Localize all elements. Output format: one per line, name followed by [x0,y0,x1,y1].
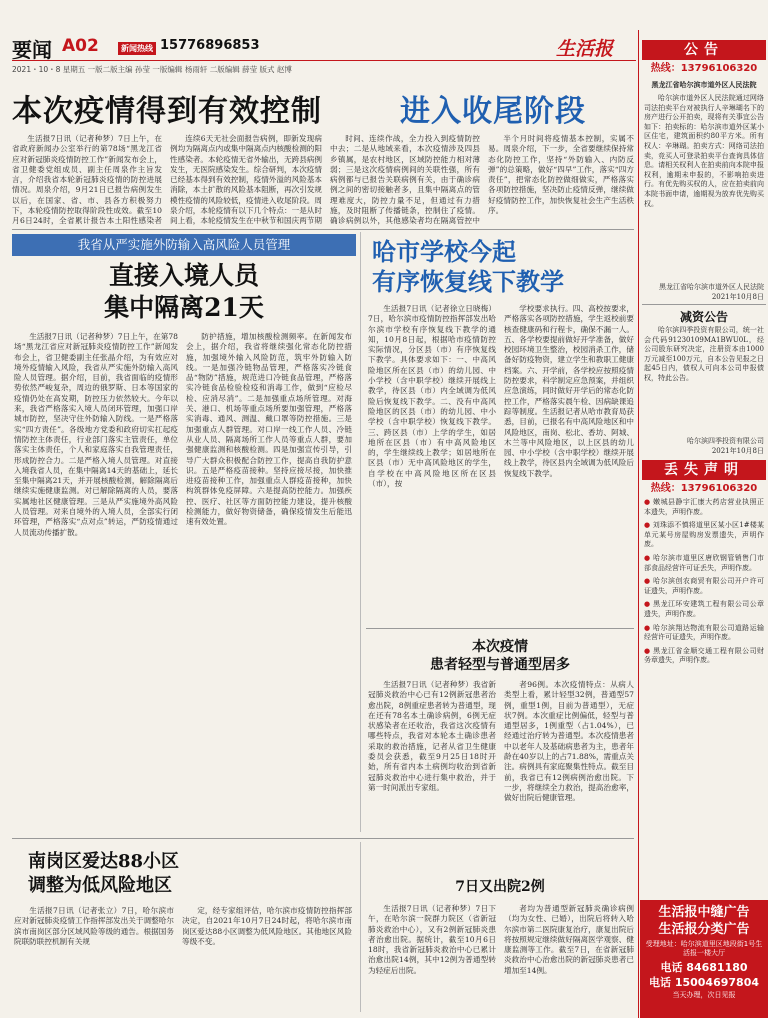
capital-footer: 哈尔滨四季投资有限公司 [687,437,764,445]
lost-item-text: 黑龙江环安建筑工程有限公司公章遗失，声明作废。 [644,600,764,618]
lost-item [644,624,764,643]
ad-line1: 生活报中缝广告 [658,905,750,920]
lost-list [644,498,764,894]
divider [366,628,634,629]
ad-tel1: 电话 84681180 [660,961,748,974]
notice-date: 2021年10月8日 [711,293,764,301]
discharge-title: 7日又出院2例 [455,879,545,895]
notice-title: 公告 [642,40,766,60]
column-rule [360,232,361,832]
feature-left-col2: 防护措施，增加核酸检测频率。在新闻发布会上，据介绍，我省将继续强化常态化防控措施，加强境外输入风险防范，筑牢外防输入防线。一是加强冷链物品管理，严格落实冷链食品“物防”措施，规范进口冷链食品管理，严格落实冷链食品检验检疫和消毒工作，做到“应检尽检、应消尽消”。二是加强重点场所管理。对海关、港口、机场等重点场所要加强管理，严格落实消毒、通风、测温、戴口罩等防控措施。三是加强重点人群管理。对口岸一线工作人员、冷链从业人员、隔离场所工作人员等重点人群，要加强健康监测和核酸检测。四是加强宣传引导，引导广大群众积极配合防控工作，提高自我防护意识。五是严格疫苗接种。坚持应接尽接，加快推进疫苗接种工作，加强重点人群疫苗接种，加快构筑群体免疫屏障。六是提高防控能力。加强疾控、医疗、社区等方面防控能力建设，提升核酸检测能力，做好物资储备，确保疫情发生后能迅速有效处置。 [186,332,352,527]
school-title-line1: 哈市学校今起 [372,237,516,266]
capital-body: 哈尔滨四季投资有限公司，统一社会代码91230109MA1BWU0L，经公司股东研究决定，注册资本由1000万元减至100万元，自本公告见报之日起45日内，债权人可向本公司申报债权，特此公告。 [644,326,764,382]
lost-phone: 热线：13796106320 [650,483,758,494]
lost-item [644,600,764,619]
notice-phone: 热线：13796106320 [650,63,758,74]
patients-title-line2: 患者轻型与普通型居多 [430,657,570,673]
classified-ad-box [640,900,768,1018]
divider [12,838,634,839]
ad-line2: 生活报分类广告 [658,922,750,937]
bullet-icon: ● [644,577,654,586]
hotline-number: 15776896853 [160,38,260,53]
bullet-icon: ● [644,600,654,609]
main-headline-accent: 进入收尾阶段 [400,94,586,129]
main-headline: 本次疫情得到有效控制 [12,94,322,129]
feature-title-line2: 集中隔离21天 [104,293,264,322]
lost-item [644,577,764,596]
lost-title: 丢失声明 [642,460,766,480]
paper-logo: 生活报 [556,38,614,60]
bullet-icon: ● [644,623,654,632]
patients-col1: 生活报7日讯（记者种梦）我省新冠肺炎救治中心已有12例新冠患者治愈出院，8例重症患者转为普通型，现在还有78名本土确诊病例，6例无症状感染者在还收治，我省这次疫情有哪些特点，我省对本轮本土确诊患者采取的救治措施，记者从省卫生健康委员会获悉，截至9月25日18时开始，所有省内本土病例均收治到省新冠肺炎救治中心进行集中救治，并于第一时间派出专家组。 [368,680,496,792]
lost-item-text: 哈尔滨市道里区唐欣钢管销售门市部食品经营许可证丢失，声明作废。 [644,553,764,572]
sidebar-rule [638,30,639,1018]
lost-item [644,554,764,573]
divider [12,229,634,230]
feature-left-col1: 生活报7日讯（记者种梦）7日上午，在第78场“黑龙江省应对新冠肺炎疫情防控工作”新闻发布会上，省卫健委副主任张晶介绍，为有效应对境外疫情输入风险，我省从严实施外防输入高风险人员管理。据介绍，目前，我省面临的疫情形势依然严峻复杂，周边的俄罗斯、日本等国家的疫情仍处在高发期，防控压力依然较大。今年以来，我省严格落实入境人员闭环管理，加强口岸城市防控，坚决守住外防输入防线。一是严格落实“四方责任”。各级地方党委和政府切实扛起疫情防控主体责任，行业部门落实主管责任，单位落实主体责任，个人和家庭落实自我管理责任，形成防控合力。二是严格入境人员管理。对直接入境我省人员，在集中隔离14天的基础上，延长至集中隔离21天，并开展核酸检测，解除隔离后继续实施健康监测。对已解除隔离的人员，要落实属地社区健康管理。三是从严实施境外高风险人员管理。对来自境外的入境人员，全部实行闭环管理，严格落实“点对点”转运，严防疫情通过人员流动传播扩散。 [14,332,178,537]
district-col1: 生活报7日讯（记者张立）7日，哈尔滨市应对新冠肺炎疫情工作指挥部发出关于调整哈尔滨市南岗区部分区域风险等级的通告。根据国务院联防联控机制有关规 [14,906,174,946]
lost-item [644,498,764,517]
lead-story-col1: 生活报7日讯（记者种梦）7日上午，在省政府新闻办公室举行的第78场“黑龙江省应对新冠肺炎疫情防控工作”新闻发布会上，省卫健委党组成员、副主任周泉作主旨发言，介绍我省本轮新冠肺炎疫情的防控进展情况。周泉介绍，9月21日已报告病例发生以后，在国家、省、市、县各方积极努力下，本轮疫情防控取得阶段性成效。截至10月6日24时，全省累计报告本土阳性感染者 [12,134,162,226]
feature-title-line1: 直接入境人员 [108,261,259,290]
divider [642,304,766,305]
lead-story-col2: 连续6天无社会面报告病例，即新发现病例均为隔离点内或集中隔离点内核酸检测的阳性感染者。本轮疫情无省外输出，无跨县病例发生，无医院感染发生。综合研判，本次疫情已经基本得到有效控制，疫情外溢的风险基本消除，本土扩散的风险基本阻断，再次引发规模性疫情的风险较低，疫情进入收尾阶段。周泉介绍，本轮疫情有以下几个特点：一是从时间上看，本轮疫情发生在中秋节和国庆两节期 [170,134,322,226]
section-title: 要闻 [12,38,52,62]
district-title-line2: 调整为低风险地区 [28,875,172,896]
capital-date: 2021年10月8日 [711,447,764,455]
lost-item-text: 黑龙江省金顺交通工程有限公司财务章遗失，声明作废。 [644,646,764,665]
school-col1: 生活报7日讯（记者徐立日晓梅）7日，哈尔滨市疫情防控指挥部发出哈尔滨市学校有序恢复线下教学的通知，10月8日起，根据哈市疫情防控实际情况，分区县（市）有序恢复线下教学。具体要求如下：一、中高风险地区所在区县（市）的幼儿园、中小学校（含中职学校）继续开展线上教学，待区县（市）内全域调为低风险后恢复线下教学。二、没有中高风险地区的区县（市）的幼儿园、中小学校（含中职学校）恢复线下教学。三、跨区县（市）上学的学生，如居地所在区县（市）有中高风险地区的，学生继续线上教学；如居地所在区县（市）无中高风险地区的学生，自学校在中高风险地区所在区县（市），按 [368,304,496,489]
notice-heading: 黑龙江省哈尔滨市道外区人民法院 [651,80,757,89]
capital-title: 减资公告 [679,310,728,324]
lost-item-text: 哈尔滨创农商贸有限公司开户许可证遗失，声明作废。 [644,577,764,595]
school-col2: 学校要求执行。四、高校按要求，严格落实各项防控措施，学生返校前要核查健康码和行程卡，确保不漏一人。五、各学校要提前做好开学准备，做好校园环境卫生整治，校园消杀工作，储备好防疫物资，建立学生和教职工健康档案。六、开学前，各学校应按照疫情防控要求，科学制定应急预案，并组织应急演练，同时做好开学后的常态化防控工作，严格落实晨午检、因病缺课追踪等制度。生活报记者从哈市教育局获悉，目前，已报名有中高风险地区和中风险地区，南岗、松北、香坊、阿城、木兰等中风险地区，以上区县的幼儿园、中小学校（含中职学校）继续开展线上教学，待区县内全域调为低风险后恢复线下教学。 [504,304,634,478]
lost-item [644,521,764,550]
edit-credit-line: 2021・10・8 星期五 一版二版主编 孙莹 一版编辑 杨雨轩 二版编辑 薛莹 版式 赵博 [12,60,636,75]
column-rule [360,842,361,1012]
lost-item-text: 哈尔滨翔达物流有限公司道路运输经营许可证遗失，声明作废。 [644,623,764,642]
ad-tel2: 电话 15004697804 [648,976,760,989]
lost-item-text: 刘珠添不慎将道里区某小区1#楼某单元某号房屋购房发票遗失，声明作废。 [644,521,764,549]
notice-body: 哈尔滨市道外区人民法院通过网络司法拍卖平台对被执行人辛琳瑚名下的房产进行公开拍卖，现将有关事宜公告如下：拍卖标的：哈尔滨市道外区某小区住宅，建筑面积约80平方米。所有权人：辛琳瑚。拍卖方式：网络司法拍卖，竞买人可登录拍卖平台查询具体信息。请相关权利人在拍卖前向本院申报权利，逾期未申报的，不影响拍卖进行。有优先购买权的人，应在拍卖前向本院书面申请，逾期视为放弃优先购买权。 [644,94,764,208]
notice-footer: 黑龙江省哈尔滨市道外区人民法院 [659,283,764,291]
lead-story-col4: 半个月时间将疫情基本控制，实属不易。周泉介绍，下一步，全省要继续保持常态化防控工作，坚持“外防输入、内防反弹”的总策略，做好“四早”工作，落实“四方责任”，把常态化防控做细做实，严格落实各项防控措施，坚决防止疫情反弹，继续做好疫情防控工作，加快恢复社会生产生活秩序。 [488,134,634,216]
feature-kicker: 我省从严实施外防输入高风险人员管理 [12,234,356,256]
school-title-line2: 有序恢复线下教学 [372,267,564,296]
bullet-icon: ● [644,521,653,530]
bullet-icon: ● [644,498,654,506]
district-title-line1: 南岗区爱达88小区 [28,851,180,872]
discharge-col1: 生活报7日讯（记者种梦）7日下午，在哈尔滨一院群力院区（省新冠肺炎救治中心），又有2例新冠肺炎患者治愈出院。据统计，截至10月6日18时，我省新冠肺炎救治中心已累计治愈出院14例，其中12例为普通型转为轻症后出院。 [368,904,496,975]
lead-story-col3: 时间、连续作战，全力投入到疫情防控中去；二是从地域来看，本次疫情涉及四县乡镇属，是农村地区，区域防控能力相对薄弱；三是这次疫情病例间的关联性强，所有病例都与已报告关联病例有关，由于确诊病例之间的密切接触者多，且集中隔离点的管理难度大，防控力量不足，但通过有力措施，及时阻断了传播链条，控制住了疫情。确诊病例以外，其他感染者均在隔离管控中 [330,134,480,226]
ad-note: 当天办理，次日见报 [672,991,736,999]
patients-col2: 者96例。本次疫情特点：从病人类型上看，累计轻型32例，普通型57例，重型1例，目前为普通型），无症状7例。本次重症比例偏低，轻型与普通型居多，1例重型（占1.04%），已经通过治疗转为普通型。本次疫情患者中以老年人及基础病患者为主，患者年龄在40岁以上的占71.88%，需重点关注。病例具有家庭聚集性特点。截至目前，我省已有12例病例治愈出院。下一步，将继续全力救治，提高治愈率，做好出院后健康管理。 [504,680,634,803]
lost-item-text: 嫩城县静宇汇康大药店营业执照正本遗失，声明作废。 [644,498,764,516]
page-code: A02 [62,36,99,56]
ad-address: 受理地址：哈尔滨道里区地段街1号生活报一楼大厅 [645,940,763,957]
patients-title-line1: 本次疫情 [472,639,528,655]
discharge-col2: 者均为普通型新冠肺炎确诊病例（均为女性、已婚），出院后将转入哈尔滨市第二医院康复治疗，康复出院后将按照规定继续做好隔离医学观察、健康监测等工作。截至7日，在省新冠肺炎救治中心治愈出院的新冠肺炎患者已增加至14例。 [504,904,634,975]
district-col2: 定，经专家组评估，哈尔滨市疫情防控指挥部决定，自2021年10月7日24时起，将哈尔滨市南岗区爱达88小区调整为低风险地区。其他地区风险等级不变。 [182,906,352,946]
bullet-icon: ● [644,553,654,562]
hotline-label: 新闻热线 [118,42,156,55]
bullet-icon: ● [644,646,654,655]
lost-item [644,647,764,666]
